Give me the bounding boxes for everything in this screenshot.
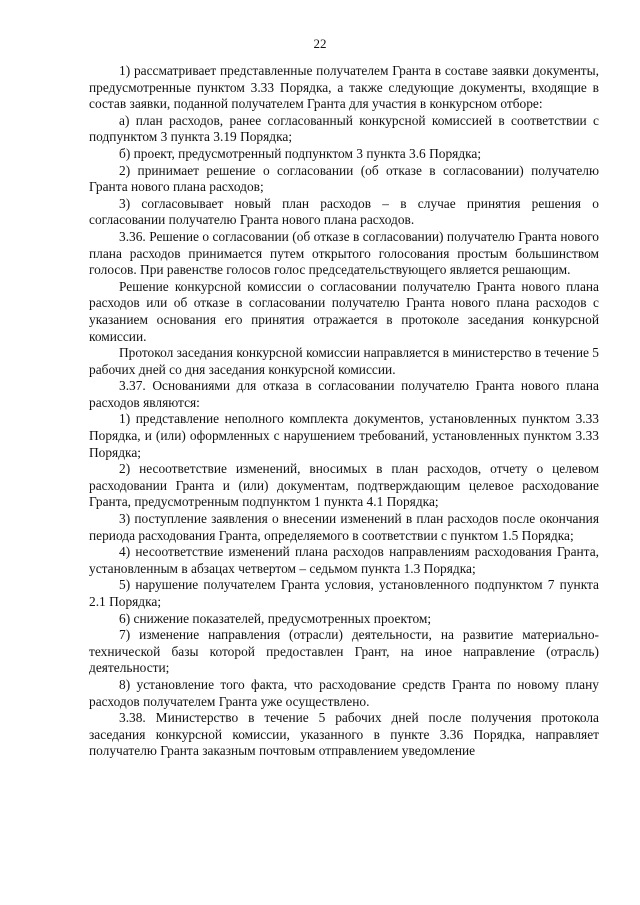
paragraph-1a-expense-plan: а) план расходов, ранее согласованный конкурсной комиссией в соответствии с подпунктом 3 пункта 3.19 Порядка; [89,112,599,145]
paragraph-1-review-documents: 1) рассматривает представленные получателем Гранта в составе заявки документы, предусмотренные пунктом 3.33 Порядка, а также следующие документы, входящие в состав заявки, поданной получателем Гранта для участия в конкурсном отборе: [89,63,599,112]
paragraph-protocol: Протокол заседания конкурсной комиссии направляется в министерство в течение 5 рабочих дней со дня заседания конкурсной комиссии. [89,345,599,377]
paragraph-3-36: 3.36. Решение о согласовании (об отказе в согласовании) получателю Гранта нового плана расходов принимается путем открытого голосования простым большинством голосов. При равенстве голосов голос председательствующего является решающим. [89,228,599,278]
paragraph-3-38: 3.38. Министерство в течение 5 рабочих дней после получения протокола заседания конкурсной комиссии, указанного в пункте 3.36 Порядка, направляет получателю Гранта заказным почтовым отправлением уведомление [89,710,599,759]
document-body [89,63,599,760]
paragraph-3-approve-plan: 3) согласовывает новый план расходов – в случае принятия решения о согласовании получателю Гранта нового плана расходов. [89,195,599,228]
paragraph-commission-decision: Решение конкурсной комиссии о согласовании получателю Гранта нового плана расходов или об отказе в согласовании получателю Гранта нового плана расходов с указанием основания его принятия отражается в протоколе заседания конкурсной комиссии. [89,278,599,344]
page-number: 22 [313,36,327,51]
paragraph-3-37: 3.37. Основаниями для отказа в согласовании получателю Гранта нового плана расходов являются: [89,378,599,410]
paragraph-refusal-7: 7) изменение направления (отрасли) деятельности, на развитие материально-технической базы которой предоставлен Грант, на иное направление (отрасль) деятельности; [89,627,599,676]
paragraph-refusal-3: 3) поступление заявления о внесении изменений в план расходов после окончания периода расходования Гранта, определяемого в соответствии с пунктом 1.5 Порядка; [89,511,599,543]
paragraph-refusal-2: 2) несоответствие изменений, вносимых в план расходов, отчету о целевом расходовании Гранта и (или) документам, подтверждающим целевое расходование Гранта, предусмотренным подпунктом 1 пункта 4.1 Порядка; [89,461,599,510]
paragraph-refusal-8: 8) установление того факта, что расходование средств Гранта по новому плану расходов получателем Гранта уже осуществлено. [89,676,599,709]
paragraph-1b-project: б) проект, предусмотренный подпунктом 3 пункта 3.6 Порядка; [119,145,482,161]
paragraph-2-decision: 2) принимает решение о согласовании (об отказе в согласовании) получателю Гранта нового плана расходов; [89,162,599,195]
paragraph-refusal-4: 4) несоответствие изменений плана расходов направлениям расходования Гранта, установленным в абзацах четвертом – седьмом пункта 1.3 Порядка; [89,544,599,576]
paragraph-refusal-6: 6) снижение показателей, предусмотренных проектом; [119,610,432,626]
paragraph-refusal-5: 5) нарушение получателем Гранта условия, установленного подпунктом 7 пункта 2.1 Порядка; [89,577,599,609]
paragraph-refusal-1: 1) представление неполного комплекта документов, установленных пунктом 3.33 Порядка, и (или) оформленных с нарушением требований, установленных пунктом 3.33 Порядка; [89,411,599,460]
